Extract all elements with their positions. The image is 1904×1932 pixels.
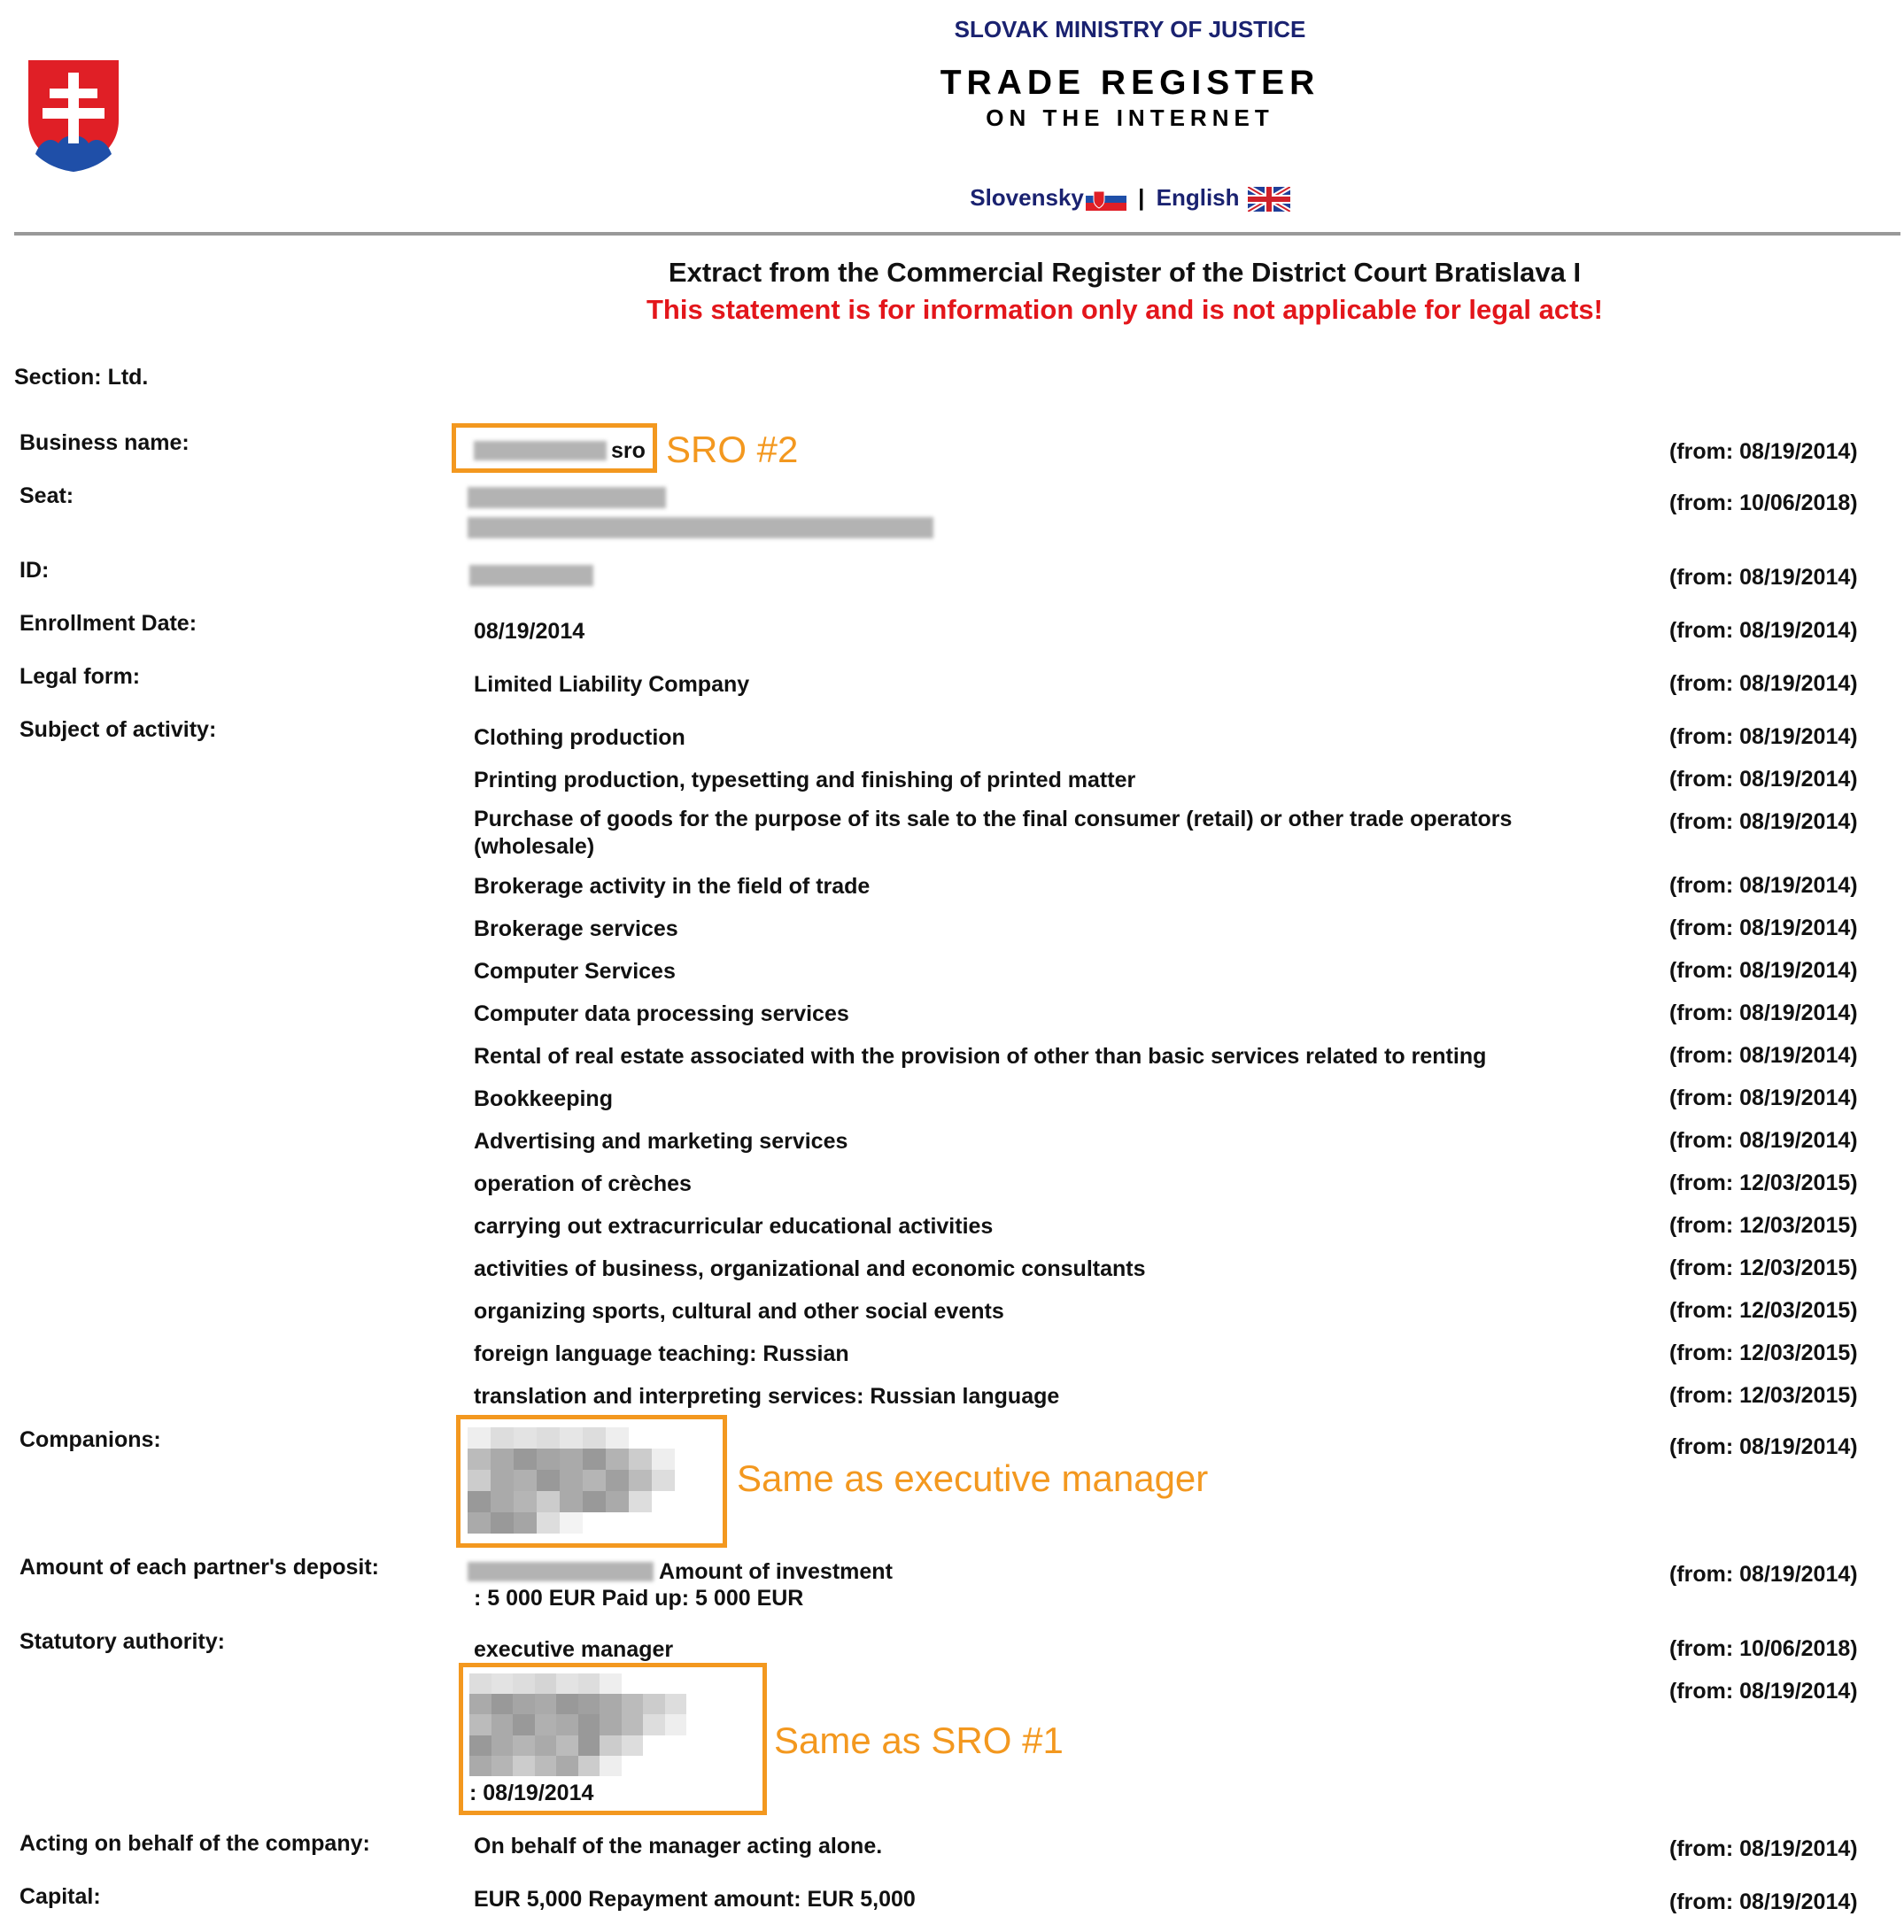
business-name-from: (from: 08/19/2014) [1669, 439, 1858, 464]
id-from: (from: 08/19/2014) [1669, 565, 1858, 590]
activity-from: (from: 08/19/2014) [1669, 1043, 1858, 1068]
activity-from: (from: 12/03/2015) [1669, 1256, 1858, 1280]
companions-label: Companions: [19, 1427, 161, 1452]
sro-annotation: SRO #2 [666, 429, 799, 470]
activity-item: Purchase of goods for the purpose of its sale to the final consumer (retail) or other trade operators (wholesale) [474, 807, 1513, 859]
ministry-title [762, 16, 1498, 43]
redacted-statutory-person [469, 1673, 708, 1776]
deposit-label: Amount of each partner's deposit: [19, 1555, 379, 1580]
ministry-label: SLOVAK MINISTRY OF JUSTICE [954, 16, 1306, 43]
activity-item: Computer data processing services [474, 1001, 849, 1026]
slovak-coat-of-arms-logo [25, 58, 122, 174]
activity-from: (from: 08/19/2014) [1669, 958, 1858, 983]
deposit-line2: : 5 000 EUR Paid up: 5 000 EUR [474, 1586, 804, 1611]
seat-from: (from: 10/06/2018) [1669, 491, 1858, 515]
enrollment-date-label: Enrollment Date: [19, 611, 197, 636]
activity-from: (from: 12/03/2015) [1669, 1298, 1858, 1323]
redacted-business-name [474, 441, 607, 460]
statutory-role-from: (from: 10/06/2018) [1669, 1636, 1858, 1661]
activity-item: activities of business, organizational and economic consultants [474, 1256, 1146, 1281]
extract-title: Extract from the Commercial Register of the District Court Bratislava I [668, 257, 1582, 288]
activity-from: (from: 12/03/2015) [1669, 1213, 1858, 1238]
trade-register-subtitle: ON THE INTERNET [986, 104, 1274, 131]
lang-english-link[interactable]: English [1156, 184, 1240, 211]
activity-item: Clothing production [474, 725, 685, 750]
activity-from: (from: 08/19/2014) [1669, 916, 1858, 940]
activity-item: Printing production, typesetting and finishing of printed matter [474, 768, 1136, 792]
language-switcher [762, 184, 1498, 212]
activity-item: organizing sports, cultural and other social events [474, 1299, 1004, 1324]
acting-value: On behalf of the manager acting alone. [474, 1834, 883, 1859]
statutory-date: : 08/19/2014 [469, 1781, 594, 1805]
activity-from: (from: 08/19/2014) [1669, 809, 1858, 834]
redacted-companions [468, 1427, 698, 1534]
activity-item: Computer Services [474, 959, 676, 984]
statutory-authority-label: Statutory authority: [19, 1629, 225, 1654]
activity-item: Rental of real estate associated with the provision of other than basic services related to renting [474, 1044, 1487, 1069]
activity-item: carrying out extracurricular educational activities [474, 1214, 994, 1239]
legal-form-from: (from: 08/19/2014) [1669, 671, 1858, 696]
activity-item: Advertising and marketing services [474, 1129, 848, 1154]
id-label: ID: [19, 558, 50, 583]
lang-slovak-link[interactable]: Slovensky [970, 184, 1084, 211]
uk-flag-icon[interactable] [1248, 187, 1290, 212]
business-name-suffix: sro [611, 438, 646, 463]
activity-from: (from: 08/19/2014) [1669, 1086, 1858, 1110]
activity-item: Brokerage services [474, 916, 678, 941]
activity-from: (from: 08/19/2014) [1669, 724, 1858, 749]
activity-from: (from: 08/19/2014) [1669, 1001, 1858, 1025]
trade-register-title: TRADE REGISTER [940, 64, 1320, 102]
redacted-id [469, 565, 593, 586]
deposit-from: (from: 08/19/2014) [1669, 1562, 1858, 1587]
activity-from: (from: 12/03/2015) [1669, 1383, 1858, 1408]
activity-from: (from: 08/19/2014) [1669, 767, 1858, 792]
capital-value: EUR 5,000 Repayment amount: EUR 5,000 [474, 1887, 916, 1912]
legal-warning: This statement is for information only and is not applicable for legal acts! [646, 294, 1603, 325]
deposit-line1: Amount of investment [659, 1559, 893, 1584]
activity-item: Bookkeeping [474, 1086, 613, 1111]
activity-from: (from: 12/03/2015) [1669, 1171, 1858, 1195]
business-name-label: Business name: [19, 430, 190, 455]
section-label: Section: Ltd. [14, 365, 149, 390]
acting-from: (from: 08/19/2014) [1669, 1836, 1858, 1861]
header-divider [14, 232, 1900, 236]
legal-form-value: Limited Liability Company [474, 672, 750, 697]
acting-label: Acting on behalf of the company: [19, 1831, 370, 1856]
lang-separator: | [1138, 184, 1145, 211]
companions-annotation: Same as executive manager [737, 1457, 1209, 1499]
activity-item: foreign language teaching: Russian [474, 1341, 849, 1366]
slovak-flag-icon[interactable] [1086, 188, 1126, 211]
companions-from: (from: 08/19/2014) [1669, 1434, 1858, 1459]
capital-from: (from: 08/19/2014) [1669, 1889, 1858, 1914]
capital-label: Capital: [19, 1884, 101, 1909]
activity-from: (from: 08/19/2014) [1669, 873, 1858, 898]
subject-of-activity-label: Subject of activity: [19, 717, 217, 742]
redacted-seat-line2 [468, 517, 933, 538]
enrollment-date-from: (from: 08/19/2014) [1669, 618, 1858, 643]
activity-item: Brokerage activity in the field of trade [474, 874, 871, 899]
statutory-role: executive manager [474, 1637, 674, 1662]
statutory-annotation: Same as SRO #1 [774, 1719, 1064, 1761]
redacted-partner-name [468, 1562, 654, 1581]
activity-item: operation of crèches [474, 1171, 692, 1196]
activity-item: translation and interpreting services: Russian language [474, 1384, 1060, 1409]
redacted-seat-line1 [468, 487, 666, 508]
enrollment-date-value: 08/19/2014 [474, 619, 585, 644]
activity-from: (from: 08/19/2014) [1669, 1128, 1858, 1153]
seat-label: Seat: [19, 483, 74, 508]
statutory-person-from: (from: 08/19/2014) [1669, 1679, 1858, 1704]
legal-form-label: Legal form: [19, 664, 141, 689]
activity-from: (from: 12/03/2015) [1669, 1341, 1858, 1365]
